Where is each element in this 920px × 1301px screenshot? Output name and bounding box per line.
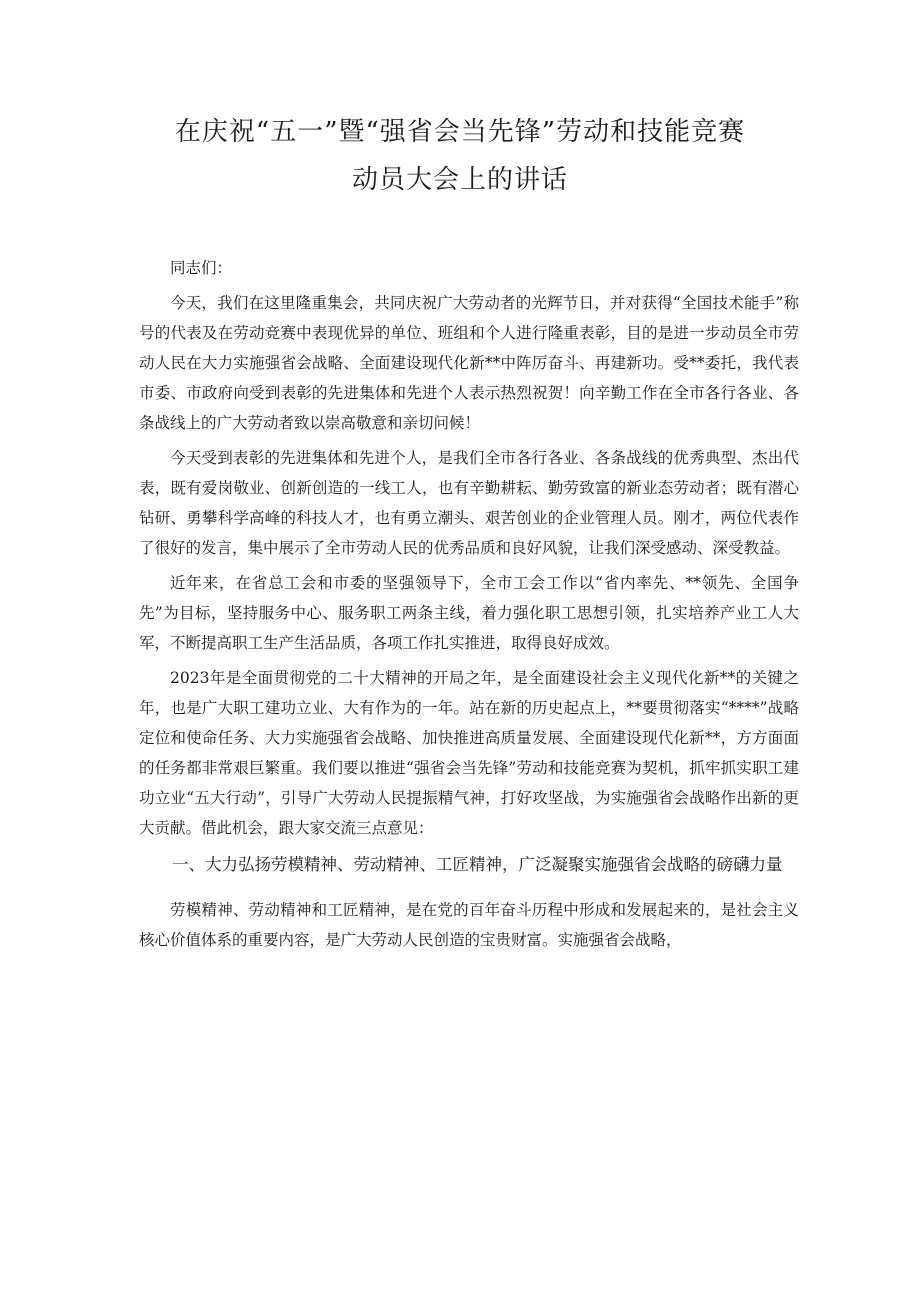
salutation: 同志们： xyxy=(170,259,233,277)
paragraph-4: 2023年是全面贯彻党的二十大精神的开局之年，是全面建设社会主义现代化新**的关键之年，也是广大职工建功立业、大有作为的一年。站在新的历史起点上，**要贯彻落实“****”战略定位和使命任务、大力实施强省会战略、加快推进高质量发展、全面建设现代化新**，方方面面的任务都非常艰巨繁重。我们要以推进“强省会当先锋”劳动和技能竞赛为契机，抓牢抓实职工建功立业“五大行动”，引导广大劳动人民提振精气神，打好攻坚战，为实施强省会战略作出新的更大贡献。借此机会，跟大家交流三点意见： xyxy=(139,669,799,837)
document-title xyxy=(100,108,820,204)
title-line-1: 在庆祝“五一”暨“强省会当先锋”劳动和技能竞赛 xyxy=(174,117,746,147)
section-heading: 一、大力弘扬劳模精神、劳动精神、工匠精神，广泛凝聚实施强省会战略的磅礴力量 xyxy=(172,855,783,874)
document-body xyxy=(139,253,799,960)
section-paragraph: 劳模精神、劳动精神和工匠精神，是在党的百年奋斗历程中形成和发展起来的，是社会主义核心价值体系的重要内容，是广大劳动人民创造的宝贵财富。实施强省会战略， xyxy=(139,901,799,949)
paragraph-1: 今天，我们在这里隆重集会，共同庆祝广大劳动者的光辉节日，并对获得“全国技术能手”称号的代表及在劳动竞赛中表现优异的单位、班组和个人进行隆重表彰，目的是进一步动员全市劳动人民在大力实施强省会战略、全面建设现代化新**中阵厉奋斗、再建新功。受**委托，我代表市委、市政府向受到表彰的先进集体和先进个人表示热烈祝贺！向辛勤工作在全市各行各业、各条战线上的广大劳动者致以崇高敬意和亲切问候！ xyxy=(139,294,799,432)
paragraph-3: 近年来，在省总工会和市委的坚强领导下，全市工会工作以“省内率先、**领先、全国争先”为目标，坚持服务中心、服务职工两条主线，着力强化职工思想引领，扎实培养产业工人大军，不断提高职工生产生活品质，各项工作扎实推进，取得良好成效。 xyxy=(139,574,799,652)
title-line-2: 动员大会上的讲话 xyxy=(351,165,568,195)
paragraph-2: 今天受到表彰的先进集体和先进个人，是我们全市各行各业、各条战线的优秀典型、杰出代表，既有爱岗敬业、创新创造的一线工人，也有辛勤耕耘、勤劳致富的新业态劳动者；既有潜心钻研、勇攀科学高峰的科技人才，也有勇立潮头、艰苦创业的企业管理人员。刚才，两位代表作了很好的发言，集中展示了全市劳动人民的优秀品质和良好风貌，让我们深受感动、深受教益。 xyxy=(139,449,799,557)
